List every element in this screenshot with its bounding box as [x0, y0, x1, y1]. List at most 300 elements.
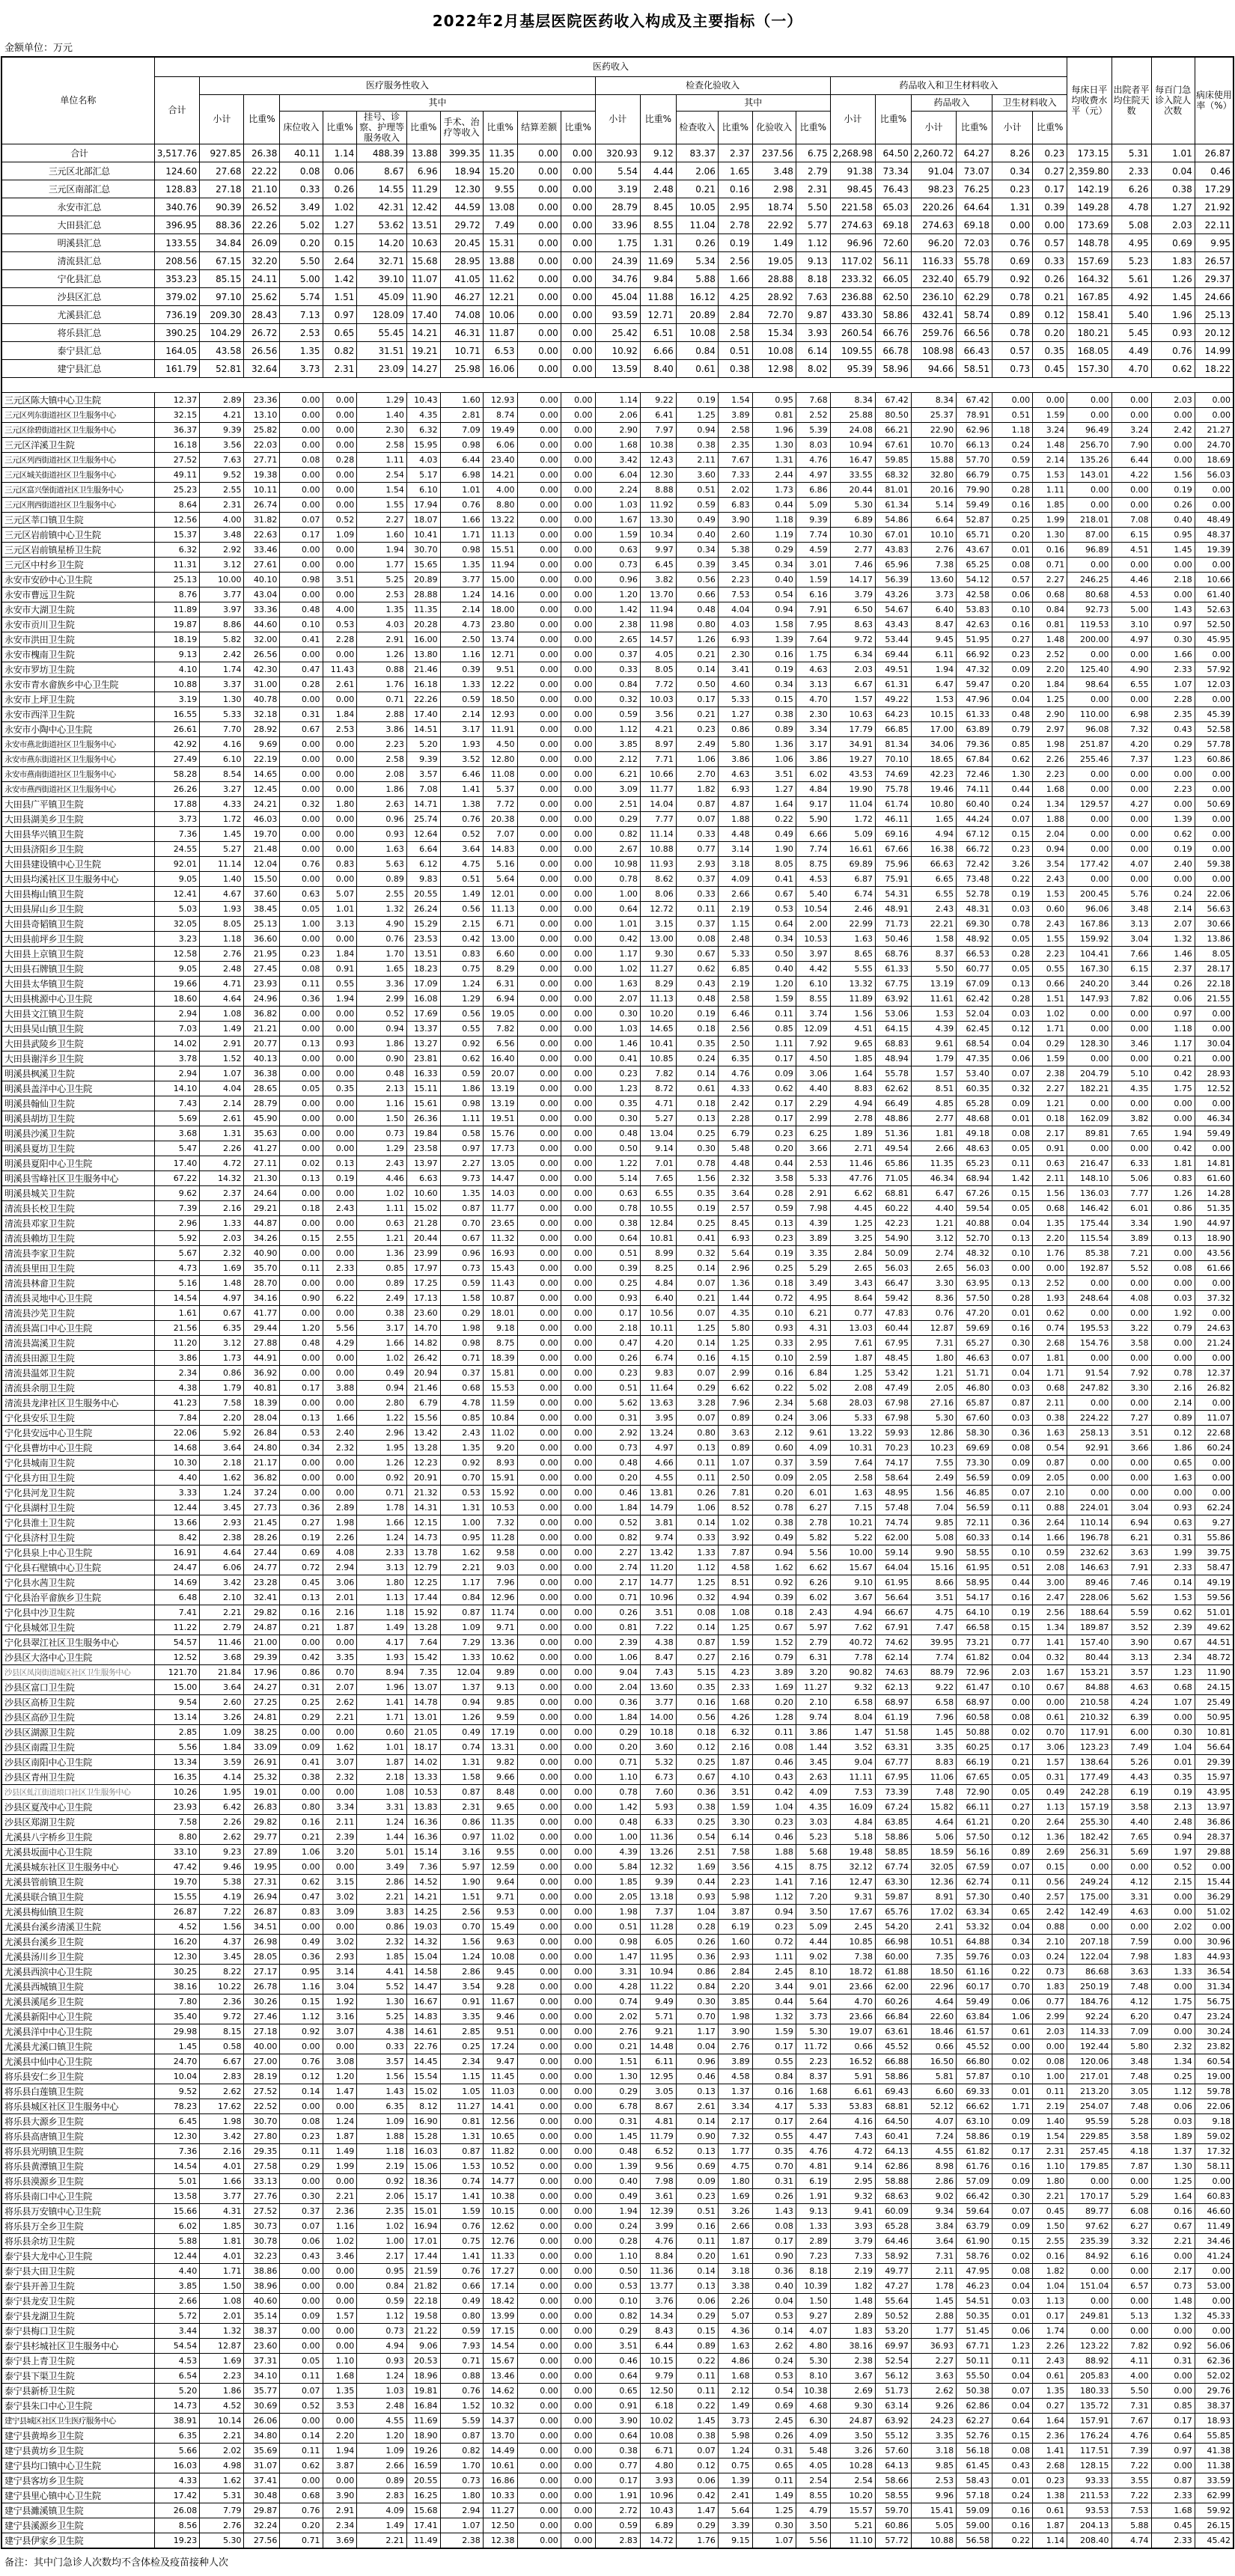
value-cell: 11.93 [640, 857, 676, 872]
value-cell: 0.51 [676, 2204, 718, 2219]
value-cell: 2.41 [718, 2488, 752, 2503]
value-cell: 46.80 [957, 1381, 992, 1396]
value-cell: 1.34 [1033, 797, 1067, 812]
table-row [2, 360, 1234, 378]
value-cell: 2.12 [718, 2384, 752, 2399]
value-cell: 16.09 [830, 1800, 875, 1815]
value-cell: 16.06 [483, 360, 517, 378]
value-cell: 14.58 [406, 1965, 440, 1980]
value-cell: 1.30 [1033, 528, 1067, 543]
row-name-cell: 三元区列东街道社区卫生服务中心 [2, 408, 155, 423]
value-cell: 2.33 [1151, 2533, 1195, 2548]
value-cell: 0.07 [676, 812, 718, 827]
value-cell: 28.26 [244, 1530, 280, 1545]
value-cell: 7.78 [830, 1650, 875, 1665]
value-cell: 0.11 [676, 1471, 718, 1486]
value-cell: 0.00 [561, 1890, 595, 1905]
table-row [2, 2444, 1234, 2459]
value-cell: 1.07 [200, 1066, 244, 1081]
value-cell: 6.05 [640, 1935, 676, 1950]
table-row [2, 2324, 1234, 2339]
value-cell: 2.14 [1151, 1396, 1195, 1411]
value-cell: 3.07 [323, 1755, 357, 1770]
value-cell: 50.11 [957, 2354, 992, 2369]
value-cell: 3.86 [154, 1351, 199, 1366]
value-cell: 9.17 [796, 797, 830, 812]
value-cell: 1.61 [718, 2249, 752, 2264]
value-cell: 61.60 [1195, 1171, 1233, 1186]
value-cell: 0.16 [992, 2503, 1033, 2518]
value-cell: 8.83 [911, 1755, 956, 1770]
value-cell: 0.17 [1151, 2414, 1195, 2429]
value-cell: 0.29 [595, 2324, 640, 2339]
value-cell: 59.09 [957, 2503, 992, 2518]
row-name-cell: 尤溪县西滨中心卫生院 [2, 1965, 155, 1980]
value-cell: 0.47 [1151, 2009, 1195, 2024]
value-cell: 10.20 [640, 1007, 676, 1022]
value-cell: 17.29 [1195, 180, 1233, 198]
value-cell: 59.49 [1195, 1126, 1233, 1141]
value-cell: 2.94 [440, 2503, 483, 2518]
value-cell: 3.51 [752, 767, 796, 782]
value-cell: 1.80 [1033, 2174, 1067, 2189]
value-cell: 0.00 [517, 2039, 561, 2054]
value-cell: 49.19 [1195, 1575, 1233, 1590]
value-cell: 5.23 [796, 1830, 830, 1845]
value-cell: 4.76 [640, 2234, 676, 2249]
value-cell: 6.10 [200, 752, 244, 767]
value-cell: 1.54 [1033, 2129, 1067, 2144]
value-cell: 22.03 [244, 438, 280, 453]
row-name-cell: 沙县区湖源卫生院 [2, 1725, 155, 1740]
value-cell: 0.98 [280, 573, 323, 587]
value-cell: 2.20 [1033, 1231, 1067, 1246]
row-name-cell: 清流县李家卫生院 [2, 1246, 155, 1261]
value-cell: 67.95 [876, 1770, 912, 1785]
value-cell: 0.00 [1067, 1351, 1112, 1366]
value-cell: 40.88 [957, 1216, 992, 1231]
value-cell: 5.93 [640, 1800, 676, 1815]
value-cell: 0.19 [992, 2129, 1033, 2144]
value-cell: 2.77 [911, 1111, 956, 1126]
value-cell: 4.75 [440, 857, 483, 872]
value-cell: 0.00 [517, 2129, 561, 2144]
value-cell: 33.10 [154, 1845, 199, 1860]
value-cell: 1.49 [752, 234, 796, 252]
value-cell: 14.02 [406, 1755, 440, 1770]
value-cell: 0.00 [517, 1740, 561, 1755]
value-cell: 5.09 [796, 1920, 830, 1935]
value-cell: 7.39 [154, 1201, 199, 1216]
value-cell: 2.16 [718, 1650, 752, 1665]
value-cell: 18.23 [406, 962, 440, 977]
value-cell: 3.45 [796, 1755, 830, 1770]
value-cell: 0.00 [517, 722, 561, 737]
value-cell: 38.37 [244, 2324, 280, 2339]
value-cell: 4.73 [440, 617, 483, 632]
value-cell: 0.48 [280, 1336, 323, 1351]
row-name-cell: 清流县嵩溪卫生院 [2, 1336, 155, 1351]
value-cell: 0.14 [676, 1620, 718, 1635]
value-cell: 28.37 [1195, 1830, 1233, 1845]
value-cell: 1.23 [992, 2339, 1033, 2354]
value-cell: 1.59 [718, 1635, 752, 1650]
value-cell: 2.03 [1151, 393, 1195, 408]
value-cell: 56.03 [876, 1261, 912, 1276]
value-cell: 2.74 [595, 1560, 640, 1575]
value-cell: 22.06 [154, 1426, 199, 1441]
value-cell: 0.00 [517, 1875, 561, 1890]
value-cell: 0.00 [1033, 216, 1067, 234]
value-cell: 3.60 [676, 468, 718, 483]
value-cell: 7.49 [1112, 1740, 1151, 1755]
value-cell: 0.08 [992, 558, 1033, 573]
value-cell: 0.56 [676, 573, 718, 587]
value-cell: 12.37 [154, 393, 199, 408]
value-cell: 3.77 [200, 587, 244, 602]
value-cell: 40.60 [244, 2294, 280, 2309]
value-cell: 3.41 [718, 662, 752, 677]
value-cell: 0.00 [517, 2354, 561, 2369]
value-cell: 63.92 [876, 2414, 912, 2429]
value-cell: 1.02 [718, 1516, 752, 1530]
value-cell: 28.17 [1195, 962, 1233, 977]
row-name-cell: 宁化县城郊卫生院 [2, 1620, 155, 1635]
value-cell: 11.69 [640, 252, 676, 270]
value-cell: 4.71 [640, 1096, 676, 1111]
value-cell: 1.47 [595, 1950, 640, 1965]
value-cell: 2.62 [911, 2384, 956, 2399]
value-cell: 0.08 [1033, 2054, 1067, 2069]
value-cell: 3.56 [640, 707, 676, 722]
row-name-cell: 明溪县翰仙卫生院 [2, 1096, 155, 1111]
value-cell: 1.18 [752, 513, 796, 528]
value-cell: 10.26 [154, 1785, 199, 1800]
value-cell: 21.84 [200, 1665, 244, 1680]
value-cell: 167.86 [1067, 917, 1112, 932]
value-cell: 2.26 [200, 1815, 244, 1830]
value-cell: 32.12 [830, 1860, 875, 1875]
value-cell: 4.64 [200, 1545, 244, 1560]
value-cell: 9.51 [483, 2024, 517, 2039]
value-cell: 2.40 [323, 1426, 357, 1441]
value-cell: 1.16 [357, 1096, 407, 1111]
value-cell: 67.65 [957, 1770, 992, 1785]
value-cell: 0.44 [752, 498, 796, 513]
value-cell: 0.59 [595, 707, 640, 722]
value-cell: 0.22 [676, 2354, 718, 2369]
value-cell: 3.26 [200, 1710, 244, 1725]
value-cell: 1.71 [200, 2264, 244, 2279]
value-cell: 21.46 [406, 662, 440, 677]
value-cell: 7.64 [406, 1635, 440, 1650]
row-name-cell: 将乐县余坊卫生院 [2, 2234, 155, 2249]
value-cell: 0.72 [752, 1291, 796, 1306]
value-cell: 13.07 [406, 1680, 440, 1695]
value-cell: 2.30 [357, 423, 407, 438]
value-cell: 3.02 [323, 1890, 357, 1905]
value-cell: 2.07 [1151, 917, 1195, 932]
value-cell: 0.59 [440, 692, 483, 707]
value-cell: 22.22 [244, 162, 280, 180]
value-cell: 0.00 [323, 842, 357, 857]
value-cell: 1.86 [357, 1037, 407, 1052]
value-cell: 1.96 [752, 423, 796, 438]
value-cell: 7.33 [718, 468, 752, 483]
value-cell: 0.00 [561, 342, 595, 360]
value-cell: 0.62 [1151, 360, 1195, 378]
value-cell: 7.29 [440, 1635, 483, 1650]
value-cell: 0.64 [992, 2414, 1033, 2429]
value-cell: 0.00 [323, 767, 357, 782]
value-cell: 128.15 [1067, 2459, 1112, 2473]
value-cell: 4.75 [911, 1605, 956, 1620]
value-cell: 1.61 [154, 1306, 199, 1321]
value-cell: 23.28 [244, 1575, 280, 1590]
value-cell: 0.00 [1067, 483, 1112, 498]
value-cell: 0.72 [752, 1935, 796, 1950]
value-cell: 0.94 [1151, 1830, 1195, 1845]
row-name-cell: 明溪县盖洋中心卫生院 [2, 1081, 155, 1096]
value-cell: 5.98 [718, 1890, 752, 1905]
value-cell: 59.85 [876, 453, 912, 468]
row-name-cell: 宁化县方田卫生院 [2, 1471, 155, 1486]
value-cell: 0.00 [1112, 812, 1151, 827]
value-cell: 7.95 [796, 617, 830, 632]
value-cell: 5.48 [796, 2444, 830, 2459]
value-cell: 1.53 [911, 692, 956, 707]
row-name-cell: 宁化县城南卫生院 [2, 1456, 155, 1471]
value-cell: 17.15 [483, 2324, 517, 2339]
value-cell: 1.79 [911, 1052, 956, 1066]
value-cell: 51.35 [1195, 1201, 1233, 1216]
value-cell: 0.38 [1033, 1411, 1067, 1426]
table-row [2, 1201, 1234, 1216]
value-cell: 18.50 [911, 1965, 956, 1980]
value-cell: 1.68 [718, 1695, 752, 1710]
value-cell: 3.13 [357, 1560, 407, 1575]
value-cell: 11.92 [640, 498, 676, 513]
value-cell: 6.93 [718, 1231, 752, 1246]
value-cell: 1.25 [718, 1336, 752, 1351]
value-cell: 1.90 [440, 1875, 483, 1890]
value-cell: 66.58 [957, 1620, 992, 1635]
value-cell: 34.51 [244, 1920, 280, 1935]
value-cell: 2.27 [440, 1156, 483, 1171]
value-cell: 15.20 [483, 162, 517, 180]
value-cell: 248.64 [1067, 1291, 1112, 1306]
value-cell: 0.00 [561, 602, 595, 617]
value-cell: 3.86 [357, 722, 407, 737]
value-cell: 2.53 [911, 2473, 956, 2488]
value-cell: 3.51 [323, 573, 357, 587]
value-cell: 49.62 [1195, 1620, 1233, 1635]
value-cell: 0.00 [1112, 483, 1151, 498]
value-cell: 0.25 [280, 1695, 323, 1710]
value-cell: 7.58 [200, 1396, 244, 1411]
value-cell: 0.00 [1195, 393, 1233, 408]
value-cell: 2.45 [752, 1965, 796, 1980]
value-cell: 7.53 [830, 1785, 875, 1800]
value-cell: 66.67 [876, 1605, 912, 1620]
value-cell: 4.03 [718, 617, 752, 632]
value-cell: 0.00 [1195, 1141, 1233, 1156]
value-cell: 0.00 [517, 1845, 561, 1860]
value-cell: 0.63 [357, 1216, 407, 1231]
value-cell: 17.67 [830, 1905, 875, 1920]
value-cell: 10.32 [483, 2399, 517, 2414]
value-cell: 1.69 [676, 1860, 718, 1875]
value-cell: 1.35 [1033, 2384, 1067, 2399]
value-cell: 0.18 [752, 1605, 796, 1620]
value-cell: 9.49 [640, 1994, 676, 2009]
table-row [2, 2159, 1234, 2174]
value-cell: 65.71 [957, 528, 992, 543]
value-cell: 6.54 [154, 2369, 199, 2384]
value-cell: 0.36 [280, 1950, 323, 1965]
value-cell: 10.88 [911, 2533, 956, 2548]
value-cell: 2.50 [718, 1471, 752, 1486]
value-cell: 8.54 [200, 767, 244, 782]
value-cell: 0.25 [595, 1276, 640, 1291]
value-cell: 53.42 [876, 1366, 912, 1381]
value-cell: 1.89 [1151, 2129, 1195, 2144]
value-cell: 0.90 [280, 1291, 323, 1306]
value-cell: 11.77 [483, 1201, 517, 1216]
value-cell: 0.95 [440, 1530, 483, 1545]
value-cell: 254.07 [1067, 2099, 1112, 2114]
value-cell: 0.05 [280, 2354, 323, 2369]
value-cell: 0.00 [561, 324, 595, 342]
row-name-cell: 沙县区大洛中心卫生院 [2, 1650, 155, 1665]
table-row [2, 2429, 1234, 2444]
value-cell: 19.46 [911, 782, 956, 797]
table-row [2, 1830, 1234, 1845]
value-cell: 15.91 [483, 1471, 517, 1486]
value-cell: 0.00 [280, 2324, 323, 2339]
table-row [2, 662, 1234, 677]
value-cell: 32.24 [244, 2518, 280, 2533]
value-cell: 5.80 [718, 1321, 752, 1336]
value-cell: 0.87 [440, 2429, 483, 2444]
value-cell: 0.00 [1067, 1141, 1112, 1156]
value-cell: 1.78 [911, 2279, 956, 2294]
value-cell: 2.76 [595, 2024, 640, 2039]
value-cell: 26.24 [406, 902, 440, 917]
value-cell: 6.40 [911, 602, 956, 617]
value-cell: 0.00 [1067, 1456, 1112, 1471]
value-cell: 5.76 [1112, 887, 1151, 902]
value-cell: 116.33 [911, 252, 956, 270]
value-cell: 8.10 [796, 2369, 830, 2384]
value-cell: 0.00 [517, 767, 561, 782]
value-cell: 0.00 [1195, 1007, 1233, 1022]
value-cell: 0.00 [517, 1037, 561, 1052]
value-cell: 4.68 [796, 2399, 830, 2414]
value-cell: 4.53 [796, 872, 830, 887]
value-cell: 2.10 [1033, 1486, 1067, 1501]
value-cell: 1.14 [595, 393, 640, 408]
row-name-cell: 永安市上坪卫生院 [2, 692, 155, 707]
value-cell: 0.78 [992, 288, 1033, 306]
value-cell: 1.82 [1033, 2264, 1067, 2279]
value-cell: 0.00 [517, 2369, 561, 2384]
value-cell: 7.49 [483, 216, 517, 234]
value-cell: 6.46 [440, 767, 483, 782]
value-cell: 25.23 [154, 483, 199, 498]
value-cell: 0.00 [561, 2234, 595, 2249]
value-cell: 11.11 [830, 1770, 875, 1785]
value-cell: 256.31 [1067, 1845, 1112, 1860]
value-cell: 9.04 [595, 1665, 640, 1680]
value-cell: 0.73 [595, 558, 640, 573]
value-cell: 1.59 [1033, 408, 1067, 423]
value-cell: 3.90 [718, 513, 752, 528]
value-cell: 2.99 [357, 992, 407, 1007]
value-cell: 1.67 [1033, 1665, 1067, 1680]
value-cell: 60.35 [957, 1081, 992, 1096]
value-cell: 2.08 [1033, 1560, 1067, 1575]
value-cell: 1.31 [992, 198, 1033, 216]
value-cell: 0.00 [517, 2099, 561, 2114]
value-cell: 97.10 [200, 288, 244, 306]
value-cell: 2.96 [357, 1426, 407, 1441]
value-cell: 2.34 [440, 2054, 483, 2069]
value-cell: 0.78 [595, 872, 640, 887]
value-cell: 3.97 [796, 947, 830, 962]
value-cell: 16.90 [406, 2114, 440, 2129]
value-cell: 0.00 [561, 2473, 595, 2488]
value-cell: 2.10 [1033, 1935, 1067, 1950]
value-cell: 6.14 [718, 1830, 752, 1845]
value-cell: 17.62 [200, 2099, 244, 2114]
value-cell: 5.69 [1112, 1845, 1151, 1860]
value-cell: 12.56 [154, 513, 199, 528]
value-cell: 4.29 [323, 1336, 357, 1351]
value-cell: 0.00 [561, 1994, 595, 2009]
value-cell: 11.43 [323, 662, 357, 677]
value-cell: 0.00 [1112, 498, 1151, 513]
value-cell: 0.17 [752, 2039, 796, 2054]
value-cell: 7.22 [640, 1620, 676, 1635]
value-cell: 7.37 [640, 1905, 676, 1920]
value-cell: 2.24 [595, 483, 640, 498]
value-cell: 22.60 [911, 2009, 956, 2024]
row-name-cell: 泰宁县梅口卫生院 [2, 2324, 155, 2339]
value-cell: 13.31 [483, 1740, 517, 1755]
value-cell: 8.25 [640, 1261, 676, 1276]
value-cell: 3.74 [796, 1007, 830, 1022]
value-cell: 0.53 [752, 902, 796, 917]
value-cell: 92.91 [1067, 1441, 1112, 1456]
value-cell: 3.18 [718, 857, 752, 872]
value-cell: 24.55 [154, 842, 199, 857]
value-cell: 3.64 [440, 842, 483, 857]
value-cell: 56.64 [876, 1590, 912, 1605]
value-cell: 0.06 [1151, 992, 1195, 1007]
value-cell: 0.23 [752, 1126, 796, 1141]
value-cell: 0.28 [595, 2234, 640, 2249]
value-cell: 7.36 [406, 1860, 440, 1875]
value-cell: 4.49 [1112, 342, 1151, 360]
value-cell: 5.30 [200, 2533, 244, 2548]
value-cell: 5.64 [718, 2503, 752, 2518]
value-cell: 1.45 [911, 1725, 956, 1740]
value-cell: 1.33 [796, 2219, 830, 2234]
value-cell: 9.87 [796, 306, 830, 324]
value-cell: 1.81 [1033, 1351, 1067, 1366]
col-header-unit-name: 单位名称 [2, 58, 155, 144]
